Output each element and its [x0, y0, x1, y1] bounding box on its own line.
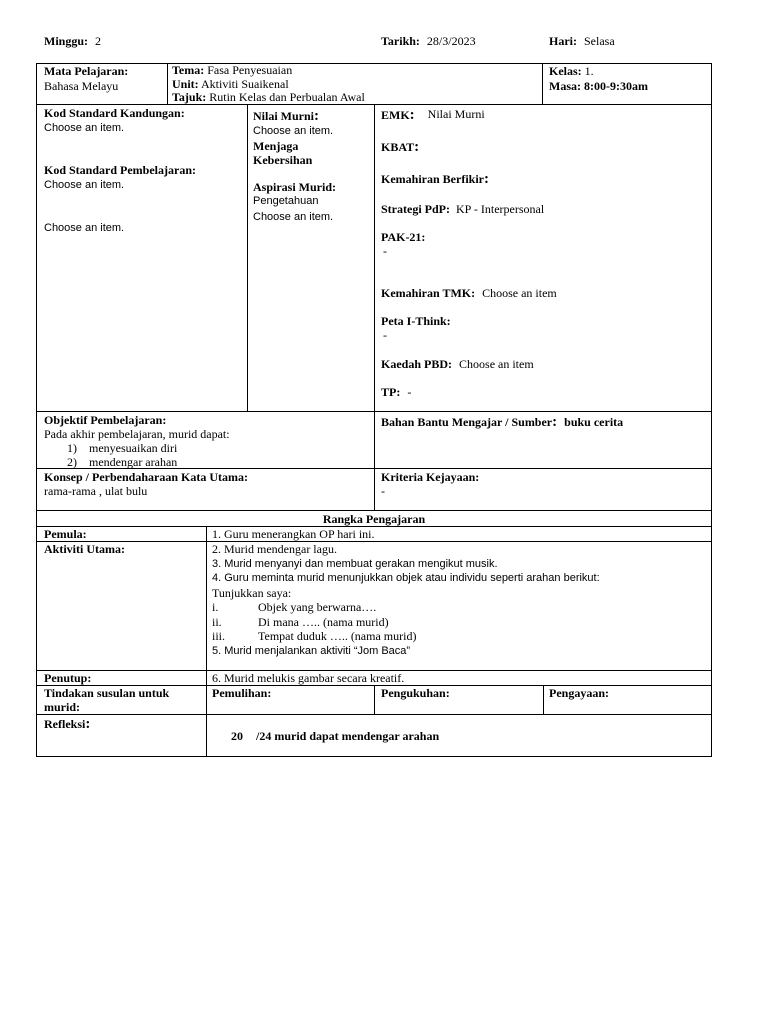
mata-pelajaran-label: Mata Pelajaran: [44, 64, 129, 78]
ithink-label: Peta I-Think: [381, 314, 451, 328]
konsep-cell [44, 470, 248, 498]
kriteria-label: Kriteria Kejayaan: [381, 470, 480, 484]
aspirasi-dropdown[interactable]: Choose an item. [253, 211, 334, 223]
kbat-label: KBAT [381, 140, 415, 154]
strategi-value: KP - Interpersonal [455, 202, 545, 216]
kriteria-value: - [381, 484, 385, 498]
refleksi-label: Refleksi: [44, 716, 91, 732]
pengayaan-label: Pengayaan: [549, 686, 609, 700]
emk-row: EMK: Nilai Murni [381, 107, 485, 123]
tmk-dropdown[interactable]: Choose an item [482, 286, 557, 300]
pak21-label: PAK-21: [381, 230, 426, 244]
nilai-murni-dropdown[interactable]: Choose an item. [253, 125, 334, 137]
kbat-row: KBAT: [381, 139, 420, 155]
refleksi-text: /24 murid dapat mendengar arahan [256, 729, 440, 743]
kelas-masa-cell [549, 64, 648, 94]
aktiviti-line: 2. Murid mendengar lagu. [212, 542, 337, 556]
penutup-value: 6. Murid melukis gambar secara kreatif. [212, 671, 405, 685]
aktiviti-label: Aktiviti Utama: [44, 542, 125, 556]
bbm-value: buku cerita [564, 415, 624, 429]
menjaga-kebersihan: Menjaga Kebersihan [253, 139, 313, 167]
tp-row [381, 385, 411, 400]
kelas-label: Kelas: [549, 64, 582, 78]
objektif-item: 1) menyesuaikan diri [67, 441, 178, 455]
aktiviti-item: i. Objek yang berwarna…. [212, 600, 377, 614]
header-minggu [44, 34, 105, 49]
berfikir-label: Kemahiran Berfikir [381, 172, 484, 186]
bbm-row: Bahan Bantu Mengajar / Sumber: buku cerita [381, 414, 624, 430]
header-hari [549, 34, 614, 49]
aktiviti-line: 4. Guru meminta murid menunjukkan objek atau individu seperti arahan berikut: [212, 572, 600, 584]
pak21-value: - [383, 244, 387, 258]
refleksi-count: 20 [231, 729, 243, 743]
tarikh-value: 28/3/2023 [426, 34, 476, 48]
ksk-label: Kod Standard Kandungan: [44, 106, 185, 120]
minggu-label: Minggu: [44, 34, 89, 48]
aktiviti-item: iii. Tempat duduk ….. (nama murid) [212, 629, 417, 643]
bbm-label: Bahan Bantu Mengajar / Sumber [381, 415, 553, 429]
pemula-label: Pemula: [44, 527, 87, 541]
tema-cell [172, 64, 384, 105]
ksp-dropdown-1[interactable]: Choose an item. [44, 179, 125, 191]
emk-value: Nilai Murni [427, 107, 485, 121]
hari-value: Selasa [584, 34, 615, 48]
aspirasi-value: Pengetahuan [253, 195, 319, 207]
penutup-label: Penutup: [44, 671, 92, 685]
ksk-dropdown[interactable]: Choose an item. [44, 122, 125, 134]
pbd-label: Kaedah PBD: [381, 357, 453, 371]
ithink-value: - [383, 328, 387, 342]
nilai-murni-label: Nilai Murni [253, 109, 315, 123]
masa-value: 8:00-9:30am [584, 79, 648, 93]
pbd-dropdown[interactable]: Choose an item [459, 357, 534, 371]
tindakan-label: Tindakan susulan untuk murid: [44, 686, 170, 714]
unit-value: Aktiviti Suaikenal [201, 76, 289, 91]
refleksi-value [231, 729, 439, 744]
konsep-label: Konsep / Perbendaharaan Kata Utama: [44, 470, 248, 484]
objektif-label: Objektif Pembelajaran: [44, 413, 167, 427]
ksp-label: Kod Standard Pembelajaran: [44, 163, 197, 177]
nilai-murni-heading: Nilai Murni: [253, 108, 320, 124]
tema-label: Tema: [172, 63, 205, 77]
ksp-dropdown-2[interactable]: Choose an item. [44, 222, 125, 234]
aktiviti-line: 3. Murid menyanyi dan membuat gerakan mengikut musik. [212, 557, 498, 570]
tmk-row [381, 286, 557, 301]
minggu-value: 2 [95, 34, 102, 48]
masa-label: Masa: [549, 79, 581, 93]
rangka-title: Rangka Pengajaran [322, 512, 426, 526]
tmk-label: Kemahiran TMK: [381, 286, 476, 300]
berfikir-row: Kemahiran Berfikir: [381, 171, 489, 187]
aspirasi-label: Aspirasi Murid: [253, 180, 337, 194]
header-tarikh [381, 34, 479, 49]
mata-pelajaran-cell [44, 64, 128, 94]
objektif-cell [44, 413, 230, 469]
konsep-value: rama-rama , ulat bulu [44, 484, 148, 498]
tarikh-label: Tarikh: [381, 34, 420, 48]
pbd-row [381, 357, 534, 372]
objektif-intro: Pada akhir pembelajaran, murid dapat: [44, 427, 230, 441]
aktiviti-content [212, 542, 600, 658]
aktiviti-line: 5. Murid menjalankan aktiviti “Jom Baca” [212, 644, 411, 657]
strategi-row [381, 202, 548, 217]
pemulihan-label: Pemulihan: [212, 686, 272, 700]
aktiviti-line: Tunjukkan saya: [212, 585, 292, 600]
tp-label: TP: [381, 385, 401, 399]
objektif-item: 2) mendengar arahan [67, 455, 178, 469]
pemula-value: 1. Guru menerangkan OP hari ini. [212, 527, 375, 541]
strategi-label: Strategi PdP: [381, 202, 450, 216]
tema-value: Fasa Penyesuaian [207, 63, 293, 77]
kriteria-cell [381, 470, 479, 498]
tp-value: - [407, 385, 412, 399]
kelas-value: 1. [584, 64, 594, 78]
emk-label: EMK [381, 108, 410, 122]
aktiviti-item: ii. Di mana ….. (nama murid) [212, 614, 389, 629]
unit-label: Unit: [172, 76, 199, 91]
hari-label: Hari: [549, 34, 577, 48]
tajuk-label: Tajuk: [172, 90, 207, 104]
pengukuhan-label: Pengukuhan: [381, 686, 450, 700]
tajuk-value: Rutin Kelas dan Perbualan Awal [209, 90, 365, 104]
mata-pelajaran-value: Bahasa Melayu [44, 79, 119, 93]
